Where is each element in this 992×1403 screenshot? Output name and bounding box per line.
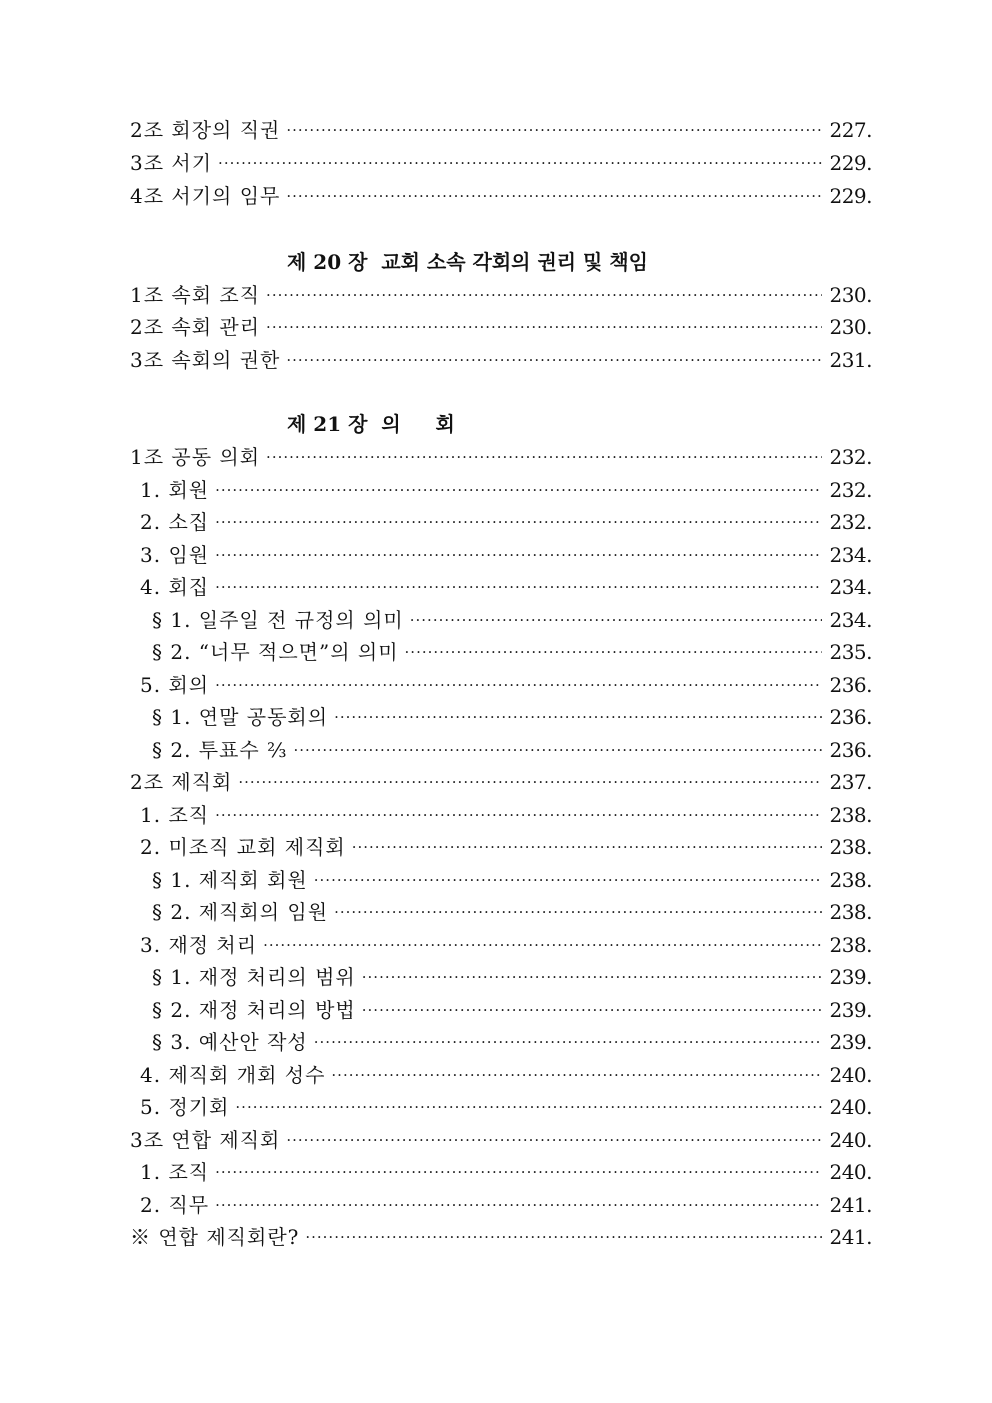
dot-leader [334,896,822,928]
toc-entry[interactable] [130,147,872,179]
toc-entry-label: 3. 재정 처리 [140,933,258,957]
dot-leader [410,604,822,636]
toc-entry-page: 238. [829,803,872,827]
toc-entry-label: 3조 속회의 권한 [130,348,281,372]
toc-entry-label: § 1. 재정 처리의 범위 [152,965,356,989]
toc-entry[interactable] [130,311,872,343]
dot-leader [215,799,822,831]
toc-entry-label: 2. 미조직 교회 제직회 [140,835,346,859]
toc-entry-page: 229. [829,184,872,208]
dot-leader [266,441,822,473]
toc-entry-page: 232. [829,445,872,469]
toc-entry-page: 240. [829,1128,872,1152]
dot-leader [215,571,822,603]
toc-entry[interactable] [130,279,872,311]
dot-leader [286,180,822,212]
toc-entry[interactable] [130,539,872,571]
toc-entry-label: 2. 소집 [140,510,210,534]
toc-entry[interactable] [130,799,872,831]
toc-entry[interactable] [130,864,872,896]
toc-entry[interactable] [130,896,872,928]
toc-entry-label: 3조 연합 제직회 [130,1128,281,1152]
dot-leader [263,929,822,961]
toc-entry-label: § 2. 재정 처리의 방법 [152,998,356,1022]
toc-entry-label: § 2. 투표수 ⅔ [152,738,288,762]
toc-entry-page: 238. [829,868,872,892]
toc-entry-label: 3조 서기 [130,151,213,175]
toc-entry-label: 2조 속회 관리 [130,315,261,339]
dot-leader [294,734,823,766]
toc-entry[interactable] [130,831,872,863]
toc-entry-page: 234. [829,608,872,632]
toc-entry-label: § 1. 연말 공동회의 [152,705,329,729]
toc-entry-page: 236. [829,738,872,762]
dot-leader [215,506,822,538]
toc-entry-page: 240. [829,1160,872,1184]
toc-entry[interactable] [130,474,872,506]
toc-entry-page: 227. [829,118,872,142]
toc-entry[interactable] [130,1091,872,1123]
dot-leader [286,344,822,376]
toc-entry-page: 241. [829,1225,872,1249]
toc-entry-page: 230. [829,315,872,339]
dot-leader [266,279,822,311]
toc-entry-label: § 3. 예산안 작성 [152,1030,308,1054]
toc-entry-label: 4. 제직회 개회 성수 [140,1063,326,1087]
toc-entry-page: 235. [829,640,872,664]
toc-entry[interactable] [130,1221,872,1253]
toc-entry-page: 234. [829,543,872,567]
toc-entry-label: 1. 회원 [140,478,210,502]
toc-entry[interactable] [130,1156,872,1188]
toc-entry[interactable] [130,766,872,798]
toc-entry-label: § 1. 제직회 회원 [152,868,308,892]
toc-entry-page: 240. [829,1063,872,1087]
toc-entry[interactable] [130,1026,872,1058]
toc-entry-page: 236. [829,673,872,697]
toc-entry-label: 2조 회장의 직권 [130,118,281,142]
dot-leader [218,147,822,179]
toc-entry-page: 237. [829,770,872,794]
toc-entry-label: 1. 조직 [140,1160,210,1184]
toc-entry[interactable] [130,929,872,961]
toc-entry-label: § 2. 제직회의 임원 [152,900,329,924]
dot-leader [334,701,822,733]
toc-entry[interactable] [130,961,872,993]
toc-entry-label: 3. 임원 [140,543,210,567]
chapter-heading: 제 21 장 의 회 [287,412,455,436]
dot-leader [215,669,822,701]
toc-entry-page: 230. [829,283,872,307]
toc-entry-page: 238. [829,900,872,924]
dot-leader [215,1156,822,1188]
toc-entry-label: 4. 회집 [140,575,210,599]
dot-leader [331,1059,822,1091]
dot-leader [362,994,822,1026]
dot-leader [286,1124,822,1156]
toc-entry-label: ※ 연합 제직회란? [130,1225,300,1249]
toc-entry-page: 238. [829,933,872,957]
chapter-heading: 제 20 장 교회 소속 각회의 권리 및 책임 [287,250,648,274]
toc-entry-page: 236. [829,705,872,729]
toc-entry-page: 232. [829,510,872,534]
toc-entry[interactable] [130,734,872,766]
toc-entry[interactable] [130,994,872,1026]
toc-entry[interactable] [130,506,872,538]
toc-entry[interactable] [130,1124,872,1156]
dot-leader [352,831,822,863]
toc-entry[interactable] [130,604,872,636]
dot-leader [314,864,822,896]
dot-leader [238,766,822,798]
dot-leader [362,961,822,993]
toc-entry[interactable] [130,441,872,473]
toc-entry-label: 1. 조직 [140,803,210,827]
toc-entry[interactable] [130,701,872,733]
toc-entry-label: § 1. 일주일 전 규정의 의미 [152,608,404,632]
toc-entry[interactable] [130,1189,872,1221]
dot-leader [305,1221,822,1253]
toc-entry-label: 5. 정기회 [140,1095,230,1119]
toc-entry-page: 232. [829,478,872,502]
toc-entry[interactable] [130,636,872,668]
dot-leader [405,636,822,668]
dot-leader [215,539,822,571]
toc-entry[interactable] [130,114,872,146]
toc-entry-label: § 2. “너무 적으면”의 의미 [152,640,399,664]
dot-leader [215,474,822,506]
toc-entry[interactable] [130,1059,872,1091]
dot-leader [314,1026,822,1058]
toc-entry[interactable] [130,571,872,603]
toc-entry-page: 231. [829,348,872,372]
toc-entry[interactable] [130,669,872,701]
toc-entry-label: 4조 서기의 임무 [130,184,281,208]
toc-entry-label: 1조 공동 의회 [130,445,261,469]
toc-entry-label: 1조 속회 조직 [130,283,261,307]
dot-leader [215,1189,822,1221]
toc-entry-label: 2. 직무 [140,1193,210,1217]
toc-entry-label: 5. 회의 [140,673,210,697]
toc-entry-page: 239. [829,1030,872,1054]
toc-entry[interactable] [130,180,872,212]
dot-leader [266,311,822,343]
toc-entry-page: 240. [829,1095,872,1119]
toc-entry-page: 238. [829,835,872,859]
toc-entry-page: 239. [829,965,872,989]
dot-leader [286,114,822,146]
toc-entry-label: 2조 제직회 [130,770,233,794]
toc-entry-page: 239. [829,998,872,1022]
toc-entry-page: 229. [829,151,872,175]
toc-entry[interactable] [130,344,872,376]
dot-leader [235,1091,822,1123]
toc-entry-page: 241. [829,1193,872,1217]
toc-entry-page: 234. [829,575,872,599]
